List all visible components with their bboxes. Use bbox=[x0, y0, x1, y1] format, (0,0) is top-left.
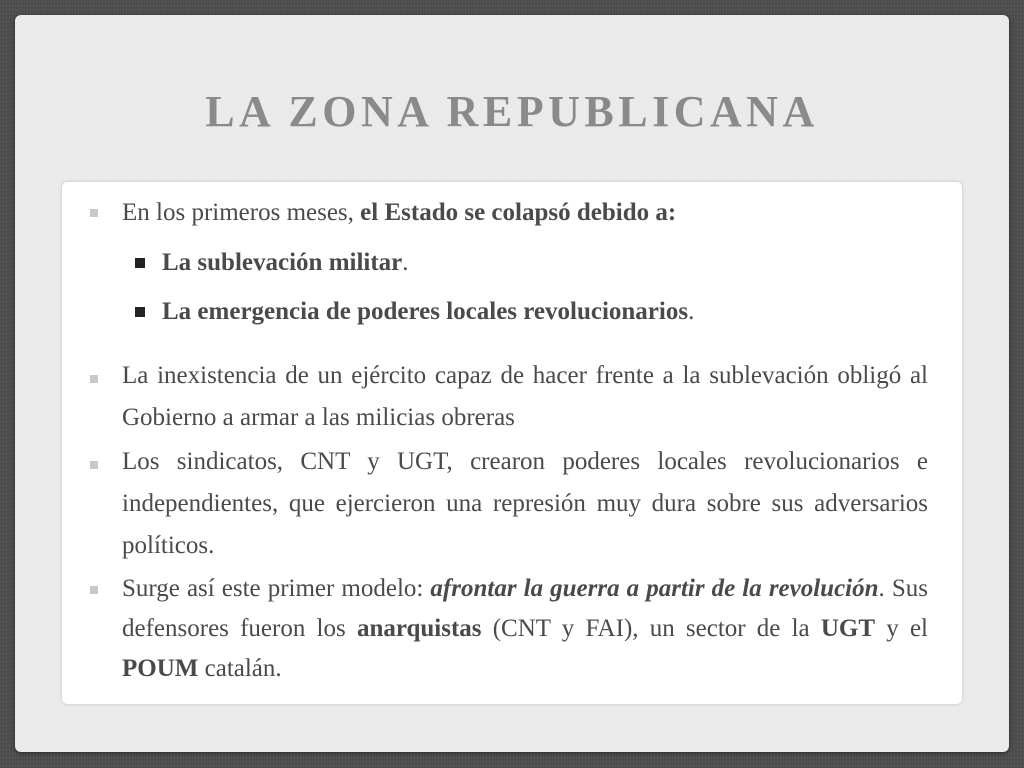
bullet-4-italic: afrontar la guerra a partir de la revolución bbox=[430, 575, 879, 602]
sub-bullet-2-bold: La emergencia de poderes locales revolucionarios bbox=[162, 298, 689, 325]
bullet-marker bbox=[90, 586, 98, 594]
bullet-4-part: . Sus defensores fueron los bbox=[122, 575, 928, 642]
bullet-4-bold: UGT bbox=[820, 615, 876, 642]
bullet-marker bbox=[90, 375, 98, 383]
bullet-4-bold: POUM bbox=[122, 655, 199, 682]
bullet-4-part: catalán. bbox=[198, 655, 282, 682]
sub-bullet-1-text bbox=[162, 242, 409, 284]
bullet-4-text bbox=[122, 569, 928, 689]
sub-bullet-marker bbox=[135, 307, 145, 317]
sub-bullet-1-bold: La sublevación militar bbox=[162, 249, 403, 276]
sub-bullet-marker bbox=[135, 258, 145, 268]
bullet-4-part: (CNT y FAI), un sector de la bbox=[481, 615, 821, 642]
bullet-3-text: Los sindicatos, CNT y UGT, crearon poderes locales revolucionarios e independientes, que ejercieron una represión muy dura sobre sus adversarios políticos. bbox=[122, 448, 928, 559]
bullet-marker bbox=[90, 209, 98, 217]
bullet-1-text bbox=[122, 192, 928, 234]
sub-bullet-1-tail: . bbox=[402, 249, 409, 276]
slide-title: LA ZONA REPUBLICANA bbox=[205, 87, 819, 136]
bullet-2-text: La inexistencia de un ejército capaz de hacer frente a la sublevación obligó al Gobierno a armar a las milicias obreras bbox=[122, 362, 928, 431]
slide bbox=[15, 15, 1009, 752]
sub-bullet-2-text bbox=[162, 291, 694, 333]
bullet-4-bold: anarquistas bbox=[356, 615, 482, 642]
bullet-1-bold: el Estado se colapsó debido a: bbox=[360, 199, 677, 226]
bullet-4-part: y el bbox=[875, 615, 928, 642]
sub-bullet-2-tail: . bbox=[688, 298, 695, 325]
bullet-marker bbox=[90, 461, 98, 469]
bullet-1-plain: En los primeros meses, bbox=[122, 199, 361, 226]
content-card bbox=[62, 182, 962, 704]
bullet-4-part: Surge así este primer modelo: bbox=[122, 575, 431, 602]
